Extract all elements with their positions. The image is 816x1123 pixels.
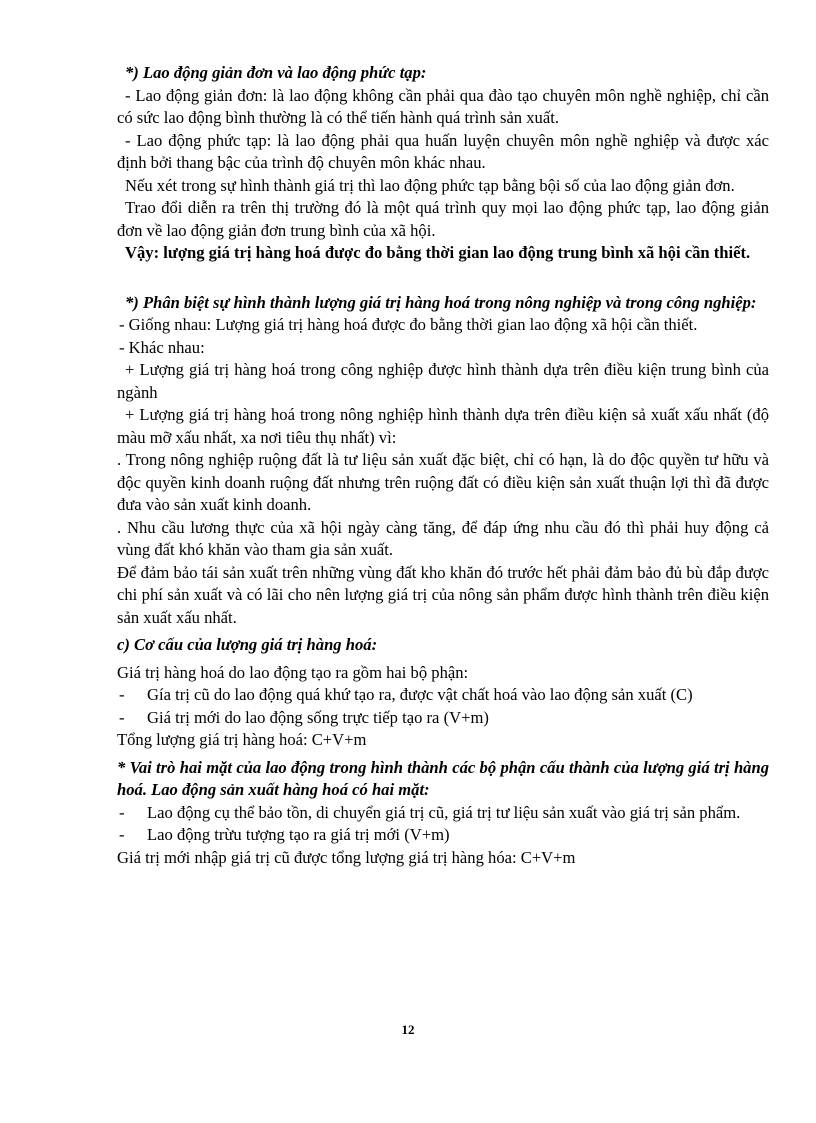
conclusion-paragraph: Vậy: lượng giá trị hàng hoá được đo bằng thời gian lao động trung bình xã hội cần thiết. bbox=[125, 243, 751, 262]
page-number: 12 bbox=[401, 1022, 415, 1037]
paragraph: - Khác nhau: bbox=[119, 337, 205, 357]
bullet-list bbox=[117, 802, 769, 847]
paragraph: Để đảm bảo tái sản xuất trên những vùng đất kho khăn đó trước hết phải đảm bảo đủ bù đắp được chi phí sản xuất và có lãi cho nên lượng giá trị của nông sản phẩm được hình thành trên điều kiện sản xuất xấu nhất. bbox=[117, 562, 769, 627]
paragraph: . Nhu cầu lương thực của xã hội ngày càng tăng, để đáp ứng nhu cầu đó thì phải huy động cả vùng đất khó khăn vào tham gia sản xuất. bbox=[117, 517, 769, 559]
paragraph: Tổng lượng giá trị hàng hoá: C+V+m bbox=[117, 730, 367, 749]
paragraph: - Lao động giản đơn: là lao động không cần phải qua đào tạo chuyên môn nghề nghiệp, chỉ cần có sức lao động bình thường là có thể tiến hành quá trình sản xuất. bbox=[117, 85, 769, 127]
section-heading: c) Cơ cấu của lượng giá trị hàng hoá: bbox=[117, 635, 378, 654]
page-content bbox=[117, 62, 769, 869]
paragraph: - Lao động phức tạp: là lao động phải qua huấn luyện chuyên môn nghề nghiệp và được xác định bởi thang bậc của trình độ chuyên môn khác nhau. bbox=[117, 130, 769, 172]
paragraph: Nếu xét trong sự hình thành giá trị thì lao động phức tạp bằng bội số của lao động giản đơn. bbox=[125, 175, 735, 195]
paragraph: + Lượng giá trị hàng hoá trong nông nghiệp hình thành dựa trên điều kiện sả xuất xấu nhất (độ màu mỡ xấu nhất, xa nơi tiêu thụ nhất) vì: bbox=[117, 405, 769, 447]
section-heading: * Vai trò hai mặt của lao động trong hình thành các bộ phận cấu thành của lượng giá trị hàng hoá. Lao động sản xuất hàng hoá có hai mặt: bbox=[117, 757, 769, 799]
paragraph: Giá trị hàng hoá do lao động tạo ra gồm hai bộ phận: bbox=[117, 662, 469, 682]
section-heading: *) Phân biệt sự hình thành lượng giá trị hàng hoá trong nông nghiệp và trong công nghiệp: bbox=[125, 292, 757, 312]
paragraph: - Giống nhau: Lượng giá trị hàng hoá được đo bằng thời gian lao động xã hội cần thiết. bbox=[119, 315, 698, 334]
list-item: - Giá trị mới do lao động sống trực tiếp tạo ra (V+m) bbox=[117, 707, 769, 730]
list-item: - Lao động cụ thể bảo tồn, di chuyển giá trị cũ, giá trị tư liệu sản xuất vào giá trị sản phẩm. bbox=[117, 802, 769, 825]
section-heading: *) Lao động giản đơn và lao động phức tạp: bbox=[125, 63, 427, 82]
list-item: - Lao động trừu tượng tạo ra giá trị mới (V+m) bbox=[117, 824, 769, 847]
paragraph: + Lượng giá trị hàng hoá trong công nghiệp được hình thành dựa trên điều kiện trung bình của ngành bbox=[117, 360, 769, 402]
paragraph: . Trong nông nghiệp ruộng đất là tư liệu sản xuất đặc biệt, chỉ có hạn, là do độc quyền tư hữu và độc quyền kinh doanh ruộng đất nhưng trên ruộng đất có điều kiện sản xuất thuận lợi thì đã được đưa vào sản xuất kinh doanh. bbox=[117, 450, 769, 514]
paragraph: Giá trị mới nhập giá trị cũ được tổng lượng giá trị hàng hóa: C+V+m bbox=[117, 847, 576, 867]
paragraph: Trao đổi diễn ra trên thị trường đó là một quá trình quy mọi lao động phức tạp, lao động giản đơn về lao động giản đơn trung bình của xã hội. bbox=[117, 198, 769, 240]
bullet-list bbox=[117, 684, 769, 729]
list-item: - Gía trị cũ do lao động quá khứ tạo ra, được vật chất hoá vào lao động sản xuất (C) bbox=[117, 684, 769, 707]
